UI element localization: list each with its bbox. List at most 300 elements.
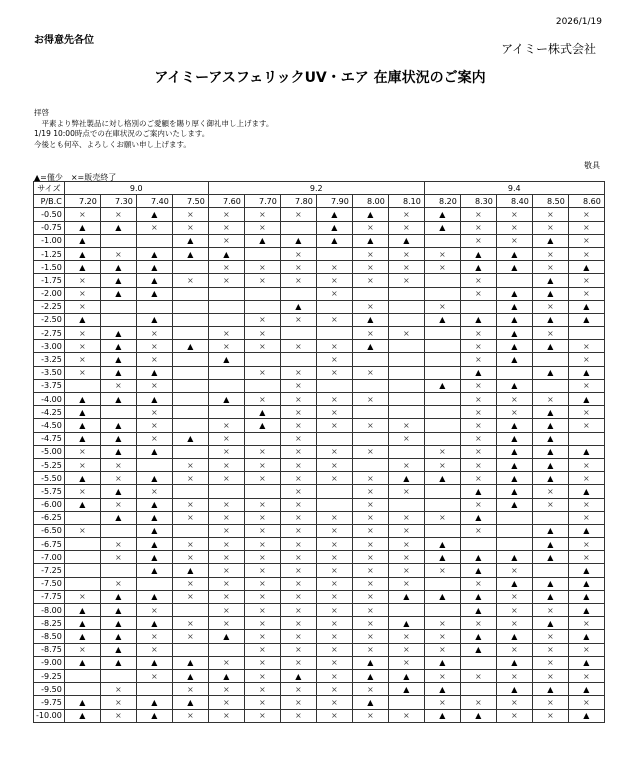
stock-cell [316,551,352,564]
table-row [34,379,605,392]
stock-cell [316,340,352,353]
sold-out-icon: × [222,566,230,576]
low-stock-icon: ▲ [511,658,518,668]
sold-out-icon: × [366,275,374,285]
low-stock-icon: ▲ [259,407,266,417]
sold-out-icon: × [222,460,230,470]
stock-cell [532,709,568,722]
table-row [34,393,605,406]
low-stock-icon: ▲ [511,579,518,589]
stock-cell [316,208,352,221]
power-label: -7.75 [34,590,65,603]
sold-out-icon: × [78,526,86,536]
sold-out-icon: × [402,460,410,470]
stock-cell [280,300,316,313]
stock-cell [136,669,172,682]
stock-cell [136,221,172,234]
stock-cell [100,604,136,617]
low-stock-icon: ▲ [115,355,122,365]
sold-out-icon: × [186,500,194,510]
sold-out-icon: × [294,631,302,641]
stock-cell [244,551,280,564]
stock-cell [208,353,244,366]
sold-out-icon: × [402,552,410,562]
power-label: -2.75 [34,327,65,340]
low-stock-icon: ▲ [547,552,554,562]
stock-cell [280,551,316,564]
sold-out-icon: × [294,513,302,523]
stock-cell [568,458,604,471]
stock-cell [352,683,388,696]
stock-cell [64,406,100,419]
stock-cell [280,643,316,656]
sold-out-icon: × [222,420,230,430]
sold-out-icon: × [222,605,230,615]
stock-cell [532,577,568,590]
stock-cell [388,630,424,643]
sold-out-icon: × [294,420,302,430]
stock-cell [316,630,352,643]
low-stock-icon: ▲ [403,671,410,681]
stock-cell [244,564,280,577]
low-stock-icon: ▲ [439,684,446,694]
stock-cell [352,247,388,260]
company-name: アイミー株式会社 [501,42,596,56]
low-stock-icon: ▲ [331,236,338,246]
low-stock-icon: ▲ [79,631,86,641]
stock-cell [136,683,172,696]
stock-cell [424,327,460,340]
low-stock-icon: ▲ [115,341,122,351]
stock-cell [496,643,532,656]
sold-out-icon: × [582,539,590,549]
stock-cell [352,709,388,722]
stock-cell [136,393,172,406]
stock-cell [424,643,460,656]
sold-out-icon: × [474,579,482,589]
stock-cell [100,696,136,709]
stock-cell [460,617,496,630]
low-stock-icon: ▲ [547,407,554,417]
low-stock-icon: ▲ [547,275,554,285]
base-curve-header: 8.10 [388,195,424,208]
base-curve-header: 7.50 [172,195,208,208]
stock-cell [172,683,208,696]
stock-cell [64,379,100,392]
low-stock-icon: ▲ [115,289,122,299]
stock-cell [568,340,604,353]
low-stock-icon: ▲ [151,275,158,285]
stock-cell [352,472,388,485]
stock-cell [388,538,424,551]
stock-cell [496,630,532,643]
greeting-line: 拝啓 [34,108,49,117]
stock-cell [532,340,568,353]
sold-out-icon: × [474,341,482,351]
stock-cell [136,590,172,603]
sold-out-icon: × [582,341,590,351]
low-stock-icon: ▲ [115,618,122,628]
stock-cell [424,287,460,300]
stock-cell [280,696,316,709]
stock-cell [64,669,100,682]
low-stock-icon: ▲ [151,526,158,536]
stock-cell [496,577,532,590]
low-stock-icon: ▲ [511,262,518,272]
stock-cell [532,327,568,340]
low-stock-icon: ▲ [367,697,374,707]
sold-out-icon: × [438,566,446,576]
sold-out-icon: × [222,684,230,694]
low-stock-icon: ▲ [187,658,194,668]
table-row [34,696,605,709]
stock-cell [532,221,568,234]
sold-out-icon: × [222,262,230,272]
low-stock-icon: ▲ [475,605,482,615]
stock-cell [388,709,424,722]
sold-out-icon: × [258,460,266,470]
sold-out-icon: × [582,552,590,562]
sold-out-icon: × [582,236,590,246]
sold-out-icon: × [402,645,410,655]
stock-cell [280,498,316,511]
base-curve-header: 8.50 [532,195,568,208]
low-stock-icon: ▲ [151,618,158,628]
stock-cell [64,221,100,234]
stock-cell [280,604,316,617]
sold-out-icon: × [366,368,374,378]
sold-out-icon: × [222,579,230,589]
stock-cell [136,604,172,617]
stock-cell [64,445,100,458]
stock-cell [388,590,424,603]
stock-cell [532,511,568,524]
stock-cell [496,669,532,682]
sold-out-icon: × [150,605,158,615]
sold-out-icon: × [294,566,302,576]
sold-out-icon: × [474,394,482,404]
stock-cell [568,551,604,564]
stock-cell [424,709,460,722]
stock-cell [280,564,316,577]
stock-cell [316,393,352,406]
table-row [34,498,605,511]
low-stock-icon: ▲ [295,671,302,681]
stock-cell [64,208,100,221]
low-stock-icon: ▲ [511,302,518,312]
sold-out-icon: × [402,566,410,576]
stock-cell [136,538,172,551]
stock-cell [352,551,388,564]
stock-cell [100,419,136,432]
sold-out-icon: × [186,592,194,602]
stock-cell [460,393,496,406]
stock-cell [208,577,244,590]
low-stock-icon: ▲ [547,579,554,589]
stock-cell [208,208,244,221]
stock-cell [100,643,136,656]
stock-cell [136,617,172,630]
stock-cell [208,406,244,419]
low-stock-icon: ▲ [79,315,86,325]
sold-out-icon: × [294,368,302,378]
table-row [34,353,605,366]
low-stock-icon: ▲ [187,671,194,681]
sold-out-icon: × [222,328,230,338]
stock-cell [100,208,136,221]
stock-cell [100,353,136,366]
low-stock-icon: ▲ [511,486,518,496]
low-stock-icon: ▲ [115,223,122,233]
stock-cell [352,221,388,234]
stock-cell [100,577,136,590]
stock-cell [100,709,136,722]
stock-cell [100,366,136,379]
stock-cell [244,221,280,234]
sold-out-icon: × [510,671,518,681]
sold-out-icon: × [402,539,410,549]
low-stock-icon: ▲ [511,500,518,510]
sold-out-icon: × [330,394,338,404]
stock-cell [208,432,244,445]
stock-cell [388,300,424,313]
stock-cell [64,247,100,260]
table-row [34,261,605,274]
sold-out-icon: × [150,486,158,496]
power-label: -9.25 [34,669,65,682]
stock-cell [568,617,604,630]
stock-cell [64,524,100,537]
stock-cell [136,327,172,340]
sold-out-icon: × [150,341,158,351]
stock-cell [100,300,136,313]
sold-out-icon: × [330,684,338,694]
stock-cell [424,445,460,458]
stock-cell [568,669,604,682]
stock-cell [352,353,388,366]
low-stock-icon: ▲ [511,355,518,365]
greeting-line: 平素より弊社製品に対し格別のご愛顧を賜り厚く御礼申し上げます。 [34,118,274,128]
sold-out-icon: × [294,486,302,496]
stock-cell [352,327,388,340]
stock-cell [280,524,316,537]
stock-cell [568,511,604,524]
stock-cell [460,524,496,537]
stock-cell [568,221,604,234]
sold-out-icon: × [582,618,590,628]
stock-cell [496,445,532,458]
stock-cell [532,274,568,287]
stock-cell [532,590,568,603]
stock-cell [388,485,424,498]
stock-cell [496,234,532,247]
stock-cell [388,604,424,617]
sold-out-icon: × [582,473,590,483]
stock-cell [568,406,604,419]
stock-cell [424,208,460,221]
low-stock-icon: ▲ [115,447,122,457]
stock-cell [244,327,280,340]
sold-out-icon: × [402,328,410,338]
low-stock-icon: ▲ [151,473,158,483]
stock-cell [136,261,172,274]
power-label: -7.50 [34,577,65,590]
stock-cell [64,485,100,498]
table-row [34,564,605,577]
sold-out-icon: × [114,473,122,483]
sold-out-icon: × [258,526,266,536]
low-stock-icon: ▲ [331,209,338,219]
sold-out-icon: × [330,447,338,457]
greeting-line: 今後とも何卒、よろしくお願い申し上げます。 [34,139,191,149]
sold-out-icon: × [294,592,302,602]
stock-cell [208,498,244,511]
sold-out-icon: × [546,394,554,404]
stock-cell [316,564,352,577]
power-label: -5.50 [34,472,65,485]
stock-cell [244,366,280,379]
sold-out-icon: × [366,711,374,721]
low-stock-icon: ▲ [151,513,158,523]
stock-cell [208,274,244,287]
sold-out-icon: × [294,658,302,668]
stock-cell [280,393,316,406]
sold-out-icon: × [474,447,482,457]
stock-cell [424,524,460,537]
stock-cell [568,379,604,392]
stock-cell [316,287,352,300]
sold-out-icon: × [366,249,374,259]
stock-cell [316,524,352,537]
low-stock-icon: ▲ [115,328,122,338]
stock-cell [424,274,460,287]
sold-out-icon: × [258,315,266,325]
stock-cell [388,551,424,564]
sold-out-icon: × [366,605,374,615]
stock-cell [460,247,496,260]
low-stock-icon: ▲ [439,223,446,233]
sold-out-icon: × [258,592,266,602]
size-group-header: 9.4 [424,182,604,195]
stock-cell [496,313,532,326]
stock-cell [532,524,568,537]
sold-out-icon: × [150,631,158,641]
stock-cell [136,551,172,564]
sold-out-icon: × [510,697,518,707]
stock-cell [280,353,316,366]
low-stock-icon: ▲ [151,539,158,549]
sold-out-icon: × [78,460,86,470]
page-title: アイミーアスフェリックUV・エア 在庫状況のご案内 [154,70,486,86]
stock-cell [172,669,208,682]
stock-cell [424,485,460,498]
sold-out-icon: × [222,275,230,285]
stock-cell [424,366,460,379]
stock-cell [64,683,100,696]
stock-cell [316,696,352,709]
stock-cell [532,247,568,260]
stock-cell [388,208,424,221]
stock-cell [316,656,352,669]
stock-cell [64,511,100,524]
power-label: -6.00 [34,498,65,511]
sold-out-icon: × [294,447,302,457]
stock-cell [208,604,244,617]
low-stock-icon: ▲ [79,605,86,615]
sold-out-icon: × [222,552,230,562]
stock-cell [136,406,172,419]
low-stock-icon: ▲ [151,368,158,378]
stock-cell [64,656,100,669]
low-stock-icon: ▲ [151,289,158,299]
stock-cell [424,472,460,485]
sold-out-icon: × [438,671,446,681]
sold-out-icon: × [78,341,86,351]
stock-cell [172,274,208,287]
sold-out-icon: × [330,605,338,615]
stock-cell [352,524,388,537]
sold-out-icon: × [366,262,374,272]
stock-cell [496,340,532,353]
sold-out-icon: × [582,223,590,233]
stock-cell [532,696,568,709]
sold-out-icon: × [186,631,194,641]
stock-cell [496,274,532,287]
sold-out-icon: × [438,697,446,707]
stock-cell [460,604,496,617]
stock-cell [532,617,568,630]
sold-out-icon: × [78,486,86,496]
sold-out-icon: × [546,631,554,641]
power-label: -1.25 [34,247,65,260]
stock-cell [568,419,604,432]
low-stock-icon: ▲ [475,645,482,655]
low-stock-icon: ▲ [295,236,302,246]
low-stock-icon: ▲ [79,223,86,233]
sold-out-icon: × [546,697,554,707]
low-stock-icon: ▲ [547,315,554,325]
stock-cell [100,379,136,392]
low-stock-icon: ▲ [115,592,122,602]
base-curve-header: 8.30 [460,195,496,208]
low-stock-icon: ▲ [151,552,158,562]
table-row [34,221,605,234]
stock-cell [208,327,244,340]
stock-cell [352,419,388,432]
stock-cell [388,643,424,656]
sold-out-icon: × [330,355,338,365]
stock-cell [280,590,316,603]
stock-cell [280,247,316,260]
stock-cell [136,300,172,313]
low-stock-icon: ▲ [151,315,158,325]
sold-out-icon: × [258,341,266,351]
stock-table [33,181,605,723]
stock-cell [280,538,316,551]
stock-cell [496,564,532,577]
stock-cell [172,432,208,445]
sold-out-icon: × [186,684,194,694]
stock-cell [280,366,316,379]
stock-cell [100,247,136,260]
closing: 敬具 [584,161,600,170]
stock-cell [136,485,172,498]
stock-cell [244,340,280,353]
stock-cell [388,261,424,274]
stock-cell [388,366,424,379]
stock-cell [172,696,208,709]
sold-out-icon: × [546,711,554,721]
